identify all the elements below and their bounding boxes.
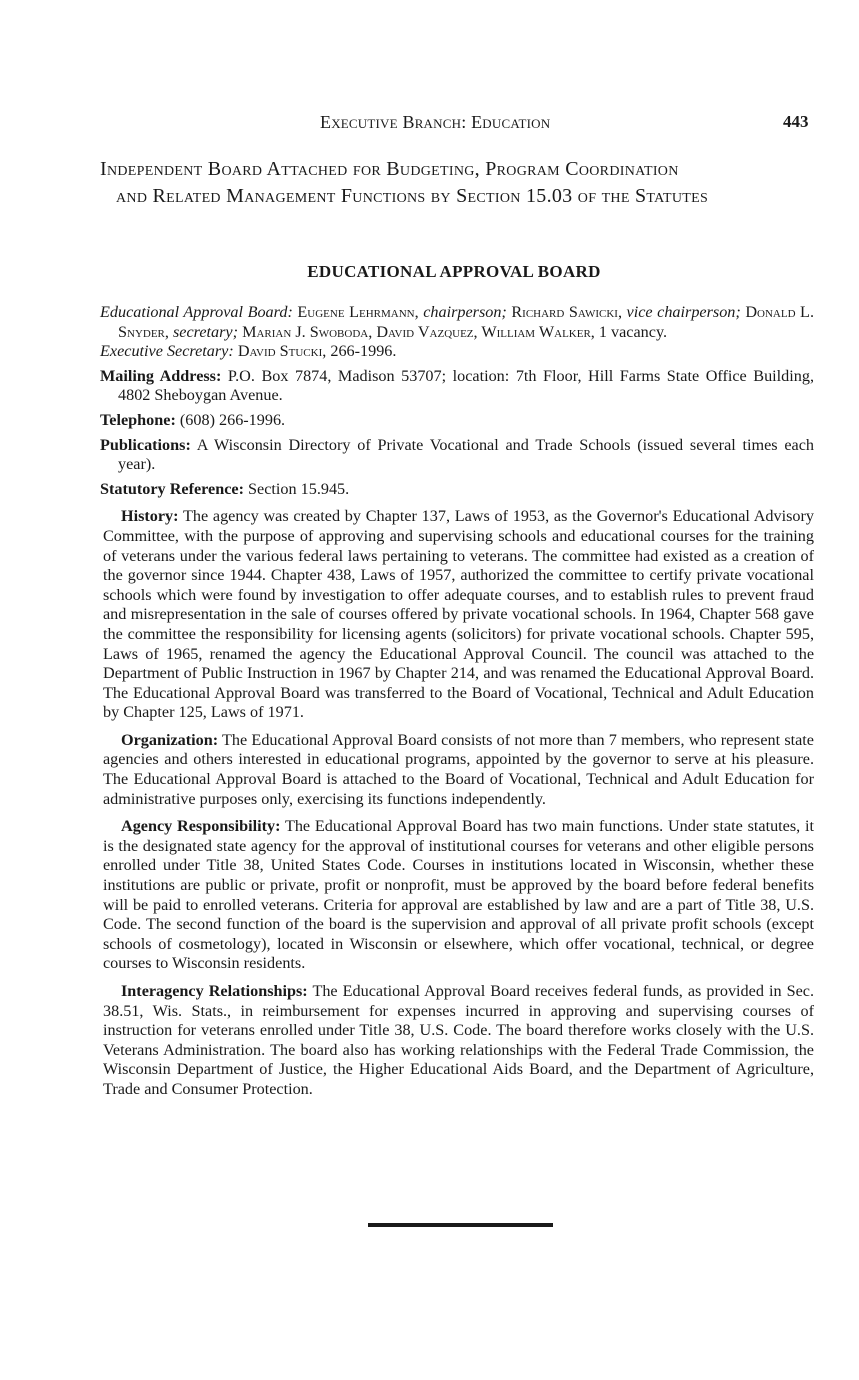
telephone-entry [100, 411, 814, 431]
secretary-role: secretary; [172, 322, 239, 341]
mailing-address-label: Mailing Address: [100, 366, 222, 385]
mailing-address-entry [100, 367, 814, 406]
interagency-relationships-paragraph [100, 982, 814, 1100]
section-heading-line-2: and Related Management Functions by Section 15.03 of the Statutes [116, 185, 709, 207]
members-entry [100, 303, 814, 342]
executive-secretary-phone: 266-1996. [330, 342, 397, 361]
members-label: Educational Approval Board: [100, 303, 293, 321]
executive-secretary-label: Executive Secretary: [100, 342, 234, 361]
section-heading-line-1: Independent Board Attached for Budgeting, Program Coordination [100, 158, 679, 180]
interagency-relationships-label: Interagency Relationships: [121, 982, 308, 1000]
statutory-reference-entry [100, 480, 814, 500]
vice-chair-role: vice chairperson; [626, 303, 741, 321]
section-heading [100, 156, 812, 210]
vice-chair-name: Richard Sawicki, [511, 303, 622, 321]
agency-responsibility-label: Agency Responsibility: [121, 817, 281, 836]
publications-label: Publications: [100, 435, 191, 454]
chair-name: Eugene Lehrmann, [297, 303, 419, 321]
organization-paragraph [100, 731, 814, 809]
section-end-rule [368, 1223, 553, 1227]
secretary-name: Donald L. Snyder, [118, 303, 814, 341]
agency-responsibility-paragraph [100, 817, 814, 974]
organization-text: The Educational Approval Board consists of not more than 7 members, who represent state agencies and others interested in educational programs, appointed by the governor to serve at his pleasure. The Educational Approval Board is attached to the Board of Vocational, Technical and Adult Education for administrative purposes only, exercising its functions independently. [103, 730, 814, 808]
other-members: Marian J. Swoboda, David Vazquez, William Walker, [242, 322, 595, 341]
publications-entry [100, 436, 814, 475]
mailing-address-text: P.O. Box 7874, Madison 53707; location: 7th Floor, Hill Farms State Office Building, 4802 Sheboygan Avenue. [118, 366, 814, 405]
board-title: EDUCATIONAL APPROVAL BOARD [307, 262, 601, 281]
history-label: History: [121, 507, 179, 526]
telephone-label: Telephone: [100, 410, 176, 429]
vacancy-note: 1 vacancy. [598, 322, 668, 341]
running-title: Executive Branch: Education [320, 112, 551, 132]
statutory-reference-label: Statutory Reference: [100, 479, 244, 498]
chair-role: chairperson; [423, 303, 507, 321]
publications-text: A Wisconsin Directory of Private Vocational and Trade Schools (issued several times each year). [118, 435, 814, 474]
telephone-text: (608) 266-1996. [179, 410, 286, 429]
document-body [100, 303, 814, 1100]
page-number: 443 [783, 112, 809, 131]
executive-secretary-name: David Stucki, [237, 342, 327, 361]
statutory-reference-text: Section 15.945. [248, 479, 350, 498]
agency-responsibility-text: The Educational Approval Board has two main functions. Under state statutes, it is the designated state agency for the approval of institutional courses for veterans and other eligible persons enrolled under Title 38, United States Code. Courses in institutions located in Wisconsin, whether these institutions are public or private, profit or nonprofit, must be approved by the board before federal benefits will be paid to enrolled veterans. Criteria for approval are established by law and are a part of Title 38, U.S. Code. The second function of the board is the supervision and approval of all private profit schools (except schools of cosmetology), located in Wisconsin or elsewhere, which offer vocational, technical, or degree courses to Wisconsin residents. [103, 817, 814, 973]
running-header [0, 112, 859, 138]
organization-label: Organization: [121, 730, 219, 749]
interagency-relationships-text: The Educational Approval Board receives federal funds, as provided in Sec. 38.51, Wis. Stats., in reimbursement for expenses incurred in approving and supervising courses of instruction for veterans enrolled under Title 38, U.S. Code. The board therefore works closely with the U.S. Veterans Administration. The board also has working relationships with the Federal Trade Commission, the Wisconsin Department of Justice, the Higher Educational Aids Board, and the Department of Agriculture, Trade and Consumer Protection. [103, 982, 814, 1098]
executive-secretary-entry [100, 342, 814, 362]
history-paragraph [100, 507, 814, 723]
history-text: The agency was created by Chapter 137, Laws of 1953, as the Governor's Educational Advisory Committee, with the purpose of approving and supervising schools and educational courses for the training of veterans under the various federal laws pertaining to veterans. The committee had existed as a creation of the governor since 1944. Chapter 438, Laws of 1957, authorized the committee to certify private vocational schools which were found by investigation to offer adequate courses, and to establish rules to prevent fraud and misrepresentation in the sale of courses offered by private vocational schools. In 1964, Chapter 568 gave the committee the responsibility for licensing agents (solicitors) for private vocational schools. Chapter 595, Laws of 1965, renamed the agency the Educational Approval Council. The council was attached to the Department of Public Instruction in 1967 by Chapter 214, and was renamed the Educational Approval Board. The Educational Approval Board was transferred to the Board of Vocational, Technical and Adult Education by Chapter 125, Laws of 1971. [103, 507, 814, 722]
